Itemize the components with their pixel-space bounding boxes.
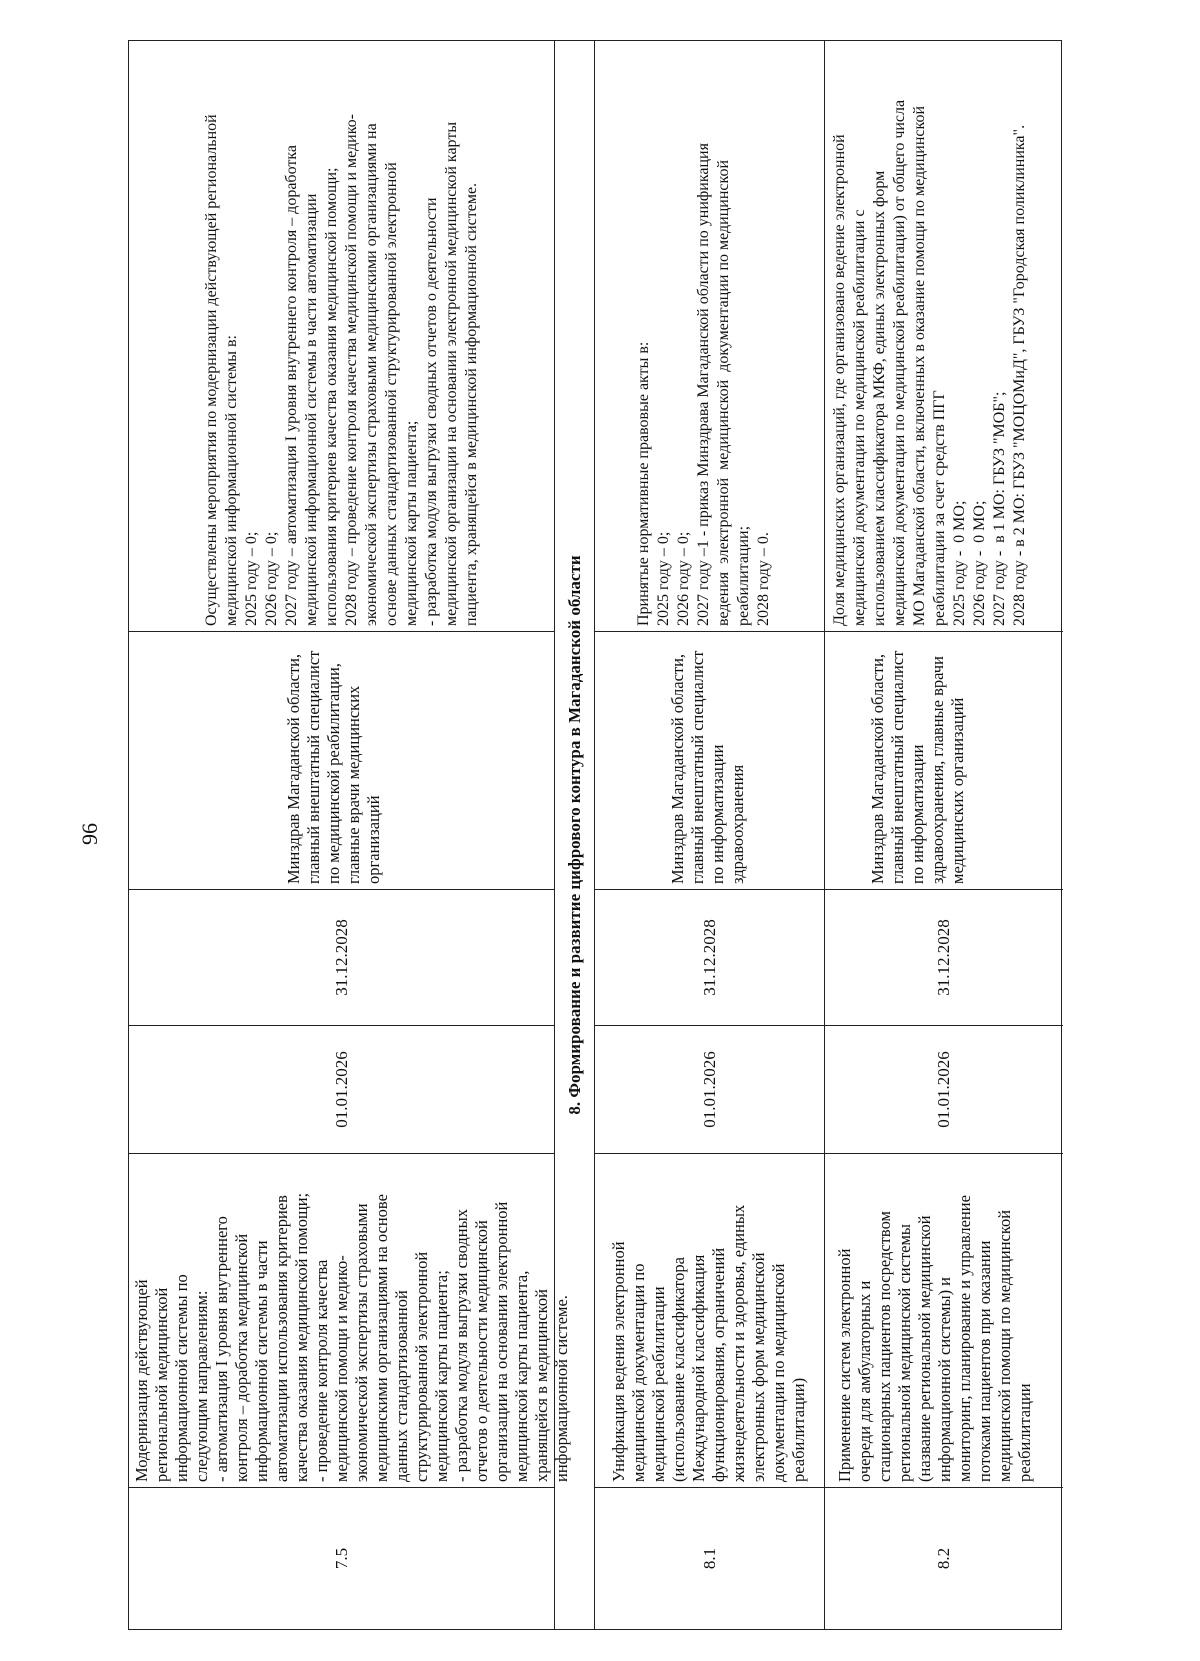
plan-table: [128, 40, 1062, 1630]
result-text: Принятые нормативные правовые акты в: 2025 году – 0; 2026 году – 0; 2027 году –1 - приказ Минздрава Магаданской области по унификация ведения электронной медицинской документации по медицинской реабилитации; 2028 году – 0.: [635, 143, 772, 626]
cell-end-date: [595, 889, 824, 1025]
cell-measure: [825, 1153, 1063, 1487]
cell-measure: [129, 1153, 571, 1487]
cell-start-date: [129, 1025, 554, 1153]
page-number: 96: [77, 823, 102, 845]
section-title: 8. Формирование и развитие цифрового контура в Магаданской области: [564, 555, 584, 1115]
cell-end-date: [129, 889, 554, 1025]
result-text: Доля медицинских организаций, где организовано ведение электронной медицинской документации по медицинской реабилитации с использованием классификатора МКФ, единых электронных форм медицинской документации по медицинской реабилитации) от общего числа МО Магаданской области, включенных в оказание помощи по медицинской реабилитации за счет средств ПГГ 2025 году - 0 МО; 2026 году - 0 МО; 2027 году - в 1 МО: ГБУЗ "МОБ"; 2028 году - в 2 МО: ГБУЗ "МОЦОМиД", ГБУЗ "Городская поликлиника".: [831, 99, 1028, 626]
cell-number: [825, 1487, 1063, 1629]
start-date: 01.01.2026: [331, 1051, 351, 1128]
row-number: 7.5: [331, 1547, 351, 1570]
result-text: Осуществлены мероприятия по модернизации действующей региональной медицинской информационной системы в: 2025 году – 0; 2026 году – 0; 2027 году – автоматизация I уровня внутреннего контроля – доработка медицинской информационной системы в части автоматизации использования критериев качества оказания медицинской помощи; 2028 году – проведение контроля качества медицинской помощи и медико- экономической экспертизы страховыми медицинскими организациями на основе данных стандартизованной структурированной электронной медицинской карты пациента; - разработка модуля выгрузки сводных отчетов о деятельности медицинской организации на основании электронной медицинской карты пациента, хранящейся в медицинской информационной системе.: [203, 113, 480, 626]
cell-number: [595, 1487, 824, 1629]
responsible-text: Минздрав Магаданской области, главный внештатный специалист по медицинской реабилитации, главные врачи медицинских организаций: [284, 650, 383, 884]
measure-text: Модернизация действующей региональной медицинской информационной системы по следующим направлениям: - автоматизация I уровня внутреннего контроля – доработка медицинской информационной системы в части автоматизации использования критериев качества оказания медицинской помощи; - проведение контроля качества медицинской помощи и медико- экономической экспертизы страховыми медицинскими организациями на основе данных стандартизованной структурированной электронной медицинской карты пациента; - разработка модуля выгрузки сводных отчетов о деятельности медицинской организации на основании электронной медицинской карты пациента, хранящейся в медицинской информационной системе.: [132, 1192, 571, 1482]
table-row-8-1: [595, 41, 825, 1629]
table-row-7-5: [129, 41, 571, 1629]
cell-responsible: [825, 631, 1063, 889]
cell-start-date: [595, 1025, 824, 1153]
table-row-8-2: [825, 41, 1063, 1629]
measure-text: Применение систем электронной очереди для амбулаторных и стационарных пациентов посредством региональной медицинской системы (название региональной медицинской информационной системы) и мониторинг, планирование и управление потоками пациентов при оказании медицинской помощи по медицинской реабилитации: [835, 1195, 1034, 1482]
cell-responsible: [129, 631, 554, 889]
cell-number: [129, 1487, 554, 1629]
row-number: 8.2: [934, 1547, 953, 1570]
start-date: 01.01.2026: [934, 1051, 953, 1128]
responsible-text: Минздрав Магаданской области, главный внештатный специалист по информатизации здравоохранения, главные врачи медицинских организаций: [868, 650, 967, 884]
row-number: 8.1: [699, 1547, 719, 1570]
end-date: 31.12.2028: [934, 919, 953, 996]
cell-result: [129, 39, 554, 631]
end-date: 31.12.2028: [331, 919, 351, 996]
cell-result: [595, 39, 824, 631]
start-date: 01.01.2026: [699, 1051, 719, 1128]
cell-responsible: [595, 631, 824, 889]
measure-text: Унификация ведения электронной медицинской документации по медицинской реабилитации (использование классификатора Международной классификация функционирования, ограничений жизнедеятельности и здоровья, единых электронных форм медицинской документации по медицинской реабилитации): [609, 1204, 808, 1482]
cell-result: [825, 39, 1063, 631]
cell-start-date: [825, 1025, 1063, 1153]
cell-measure: [595, 1153, 824, 1487]
end-date: 31.12.2028: [699, 919, 719, 996]
cell-end-date: [825, 889, 1063, 1025]
section-header-row: [555, 41, 595, 1629]
responsible-text: Минздрав Магаданской области, главный внештатный специалист по информатизации здравоохранения: [668, 650, 747, 884]
